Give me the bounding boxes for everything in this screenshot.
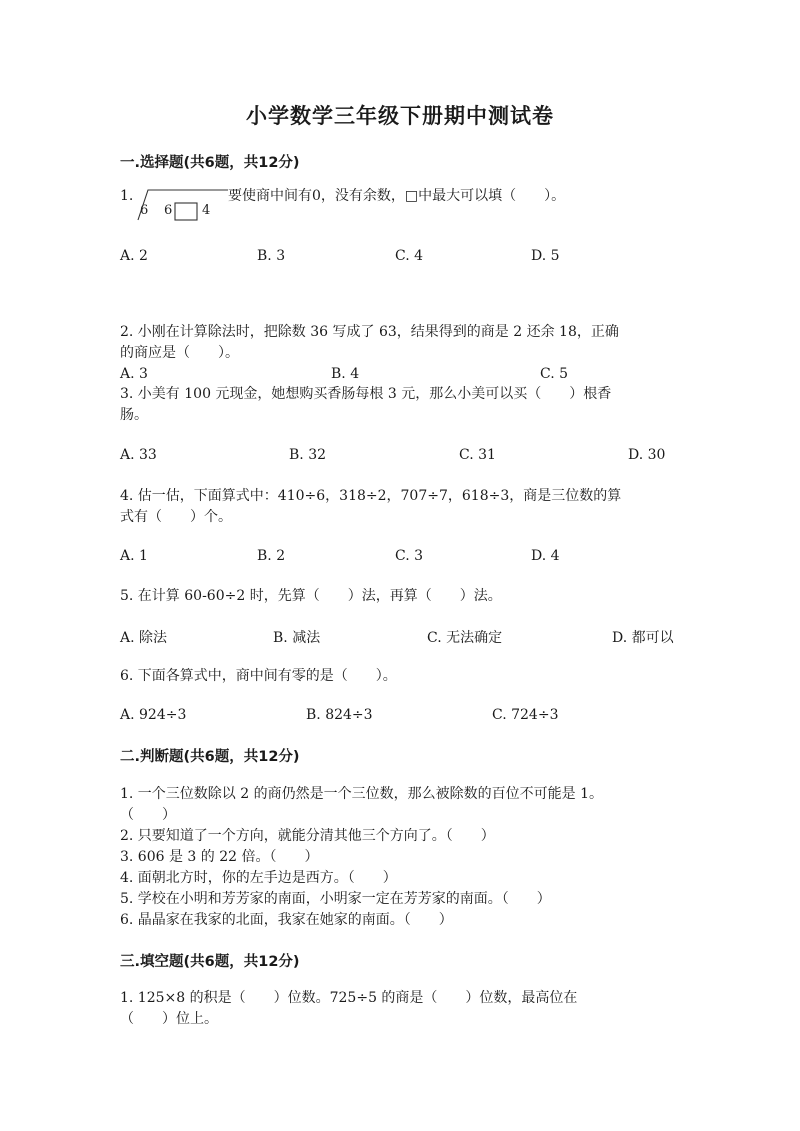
dividend-last-digit: 4 bbox=[202, 203, 211, 218]
list-item: 6. 晶晶家在我家的北面，我家在她家的南面。（ ） bbox=[120, 912, 453, 928]
list-item: 5. 学校在小明和芳芳家的南面，小明家一定在芳芳家的南面。（ ） bbox=[120, 891, 551, 907]
division-bracket-icon bbox=[120, 188, 228, 222]
option-d: D. 30 bbox=[628, 447, 666, 463]
question-text-line: 3. 小美有 100 元现金，她想购买香肠每根 3 元，那么小美可以买（ ）根香 bbox=[120, 386, 612, 402]
question-number: 1. bbox=[120, 188, 134, 204]
list-item: 2. 只要知道了一个方向，就能分清其他三个方向了。（ ） bbox=[120, 828, 495, 844]
question-text-line: 2. 小刚在计算除法时，把除数 36 写成了 63，结果得到的商是 2 还余 18，正确 bbox=[120, 324, 619, 340]
section-heading-fill-blank: 三.填空题(共6题，共12分) bbox=[120, 954, 300, 970]
option-a: A. 除法 bbox=[120, 630, 168, 646]
option-b: B. 3 bbox=[257, 248, 286, 264]
option-b: B. 32 bbox=[289, 447, 327, 463]
list-item: 3. 606 是 3 的 22 倍。（ ） bbox=[120, 849, 319, 865]
question-text-line: 1. 125×8 的积是（ ）位数。725÷5 的商是（ ）位数，最高位在 bbox=[120, 990, 578, 1006]
question-text-line: 的商应是（ ）。 bbox=[120, 345, 239, 361]
option-d: D. 5 bbox=[531, 248, 560, 264]
option-a: A. 3 bbox=[120, 366, 148, 382]
section-heading-judgment: 二.判断题(共6题，共12分) bbox=[120, 749, 300, 765]
blank-box bbox=[175, 203, 197, 220]
question-text-line: 5. 在计算 60-60÷2 时，先算（ ）法，再算（ ）法。 bbox=[120, 588, 502, 604]
question-text-line: 4. 估一估，下面算式中：410÷6，318÷2，707÷7，618÷3，商是三位数的算 bbox=[120, 488, 622, 504]
page-title: 小学数学三年级下册期中测试卷 bbox=[246, 104, 554, 128]
option-c: C. 无法确定 bbox=[427, 630, 503, 646]
question-text-line: 肠。 bbox=[120, 407, 148, 423]
question-text-line: 式有（ ）个。 bbox=[120, 509, 232, 525]
list-item: 1. 一个三位数除以 2 的商仍然是一个三位数，那么被除数的百位不可能是 1。 bbox=[120, 786, 603, 802]
option-c: C. 3 bbox=[395, 548, 424, 564]
option-b: B. 824÷3 bbox=[306, 707, 373, 723]
section-heading-choice: 一.选择题(共6题，共12分) bbox=[120, 155, 300, 171]
option-c: C. 31 bbox=[459, 447, 496, 463]
question-text: 要使商中间有0，没有余数，□中最大可以填（ ）。 bbox=[228, 188, 566, 204]
option-a: A. 33 bbox=[120, 447, 157, 463]
option-d: D. 都可以 bbox=[612, 630, 674, 646]
option-b: B. 2 bbox=[257, 548, 286, 564]
list-item: 4. 面朝北方时，你的左手边是西方。（ ） bbox=[120, 870, 397, 886]
option-a: A. 924÷3 bbox=[120, 707, 187, 723]
divisor-digit: 6 bbox=[140, 203, 149, 218]
option-b: B. 减法 bbox=[273, 630, 321, 646]
long-division-figure bbox=[120, 188, 228, 222]
question-text-line: 6. 下面各算式中，商中间有零的是（ ）。 bbox=[120, 668, 397, 684]
list-item: （ ） bbox=[120, 807, 176, 823]
option-a: A. 2 bbox=[120, 248, 148, 264]
option-d: D. 4 bbox=[531, 548, 560, 564]
option-c: C. 5 bbox=[540, 366, 569, 382]
option-b: B. 4 bbox=[331, 366, 360, 382]
question-text-line: （ ）位上。 bbox=[120, 1011, 218, 1027]
option-c: C. 724÷3 bbox=[492, 707, 559, 723]
dividend-first-digit: 6 bbox=[164, 203, 173, 218]
option-c: C. 4 bbox=[395, 248, 424, 264]
option-a: A. 1 bbox=[120, 548, 148, 564]
